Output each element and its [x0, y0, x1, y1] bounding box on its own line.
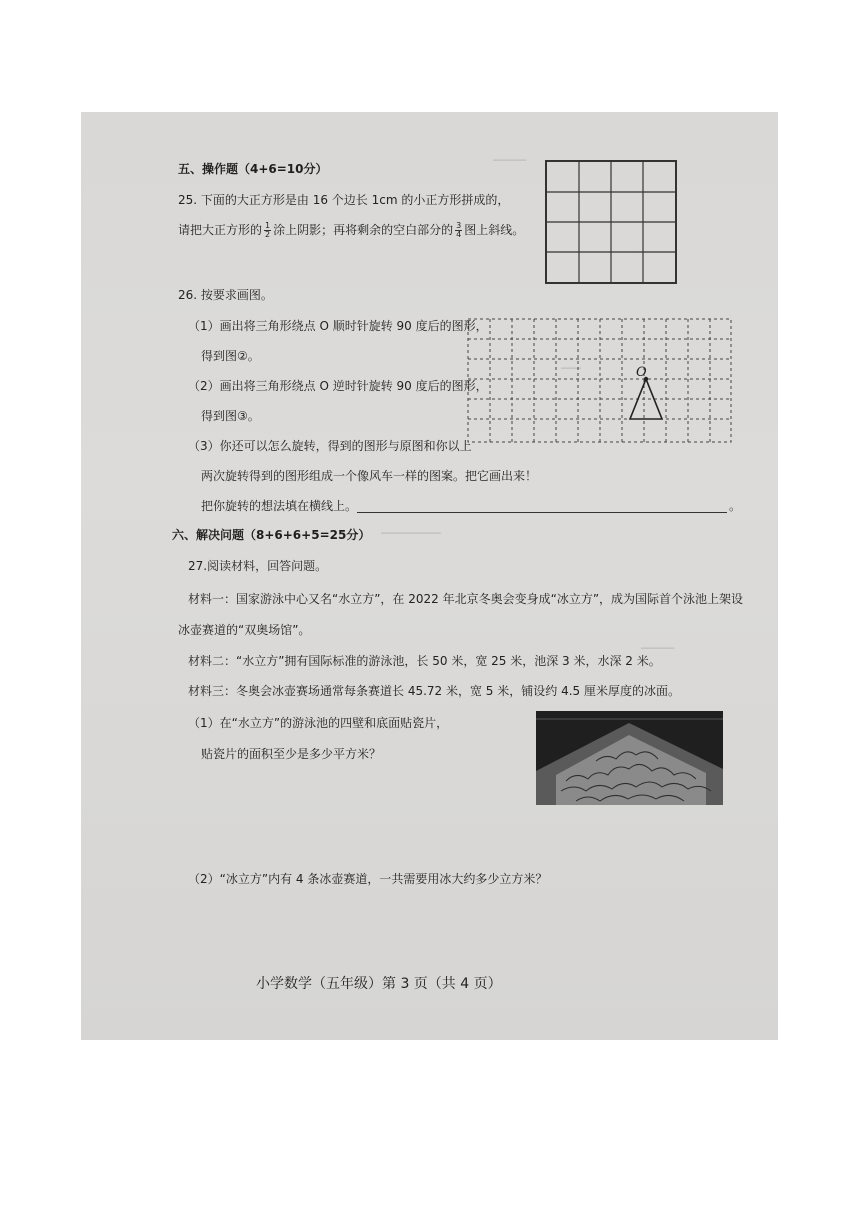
triangle-shape — [630, 379, 662, 419]
page-footer: 小学数学（五年级）第 3 页（共 4 页） — [256, 976, 502, 992]
q26-part3-line2: 两次旋转得到的图形组成一个像风车一样的图案。把它画出来！ — [201, 469, 538, 483]
q26-part1-result: 得到图②。 — [201, 349, 260, 363]
square-grid-4x4[interactable] — [545, 160, 677, 284]
section-title: 六、解决问题（8+6+6+5=25分） — [172, 528, 371, 542]
q25-text: 25. 下面的大正方形是由 16 个边长 1cm 的小正方形拼成的， — [178, 193, 510, 207]
bleed-through: ───────── — [381, 527, 441, 540]
bleed-through: ───── — [493, 154, 527, 167]
grid-lines — [547, 162, 675, 282]
answer-blank[interactable] — [357, 512, 727, 513]
q27-sub1: （1）在“水立方”的游泳池的四壁和底面贴瓷片， — [188, 716, 449, 730]
q26-part2-result: 得到图③。 — [201, 409, 260, 423]
q26-part2: （2）画出将三角形绕点 O 逆时针旋转 90 度后的图形， — [188, 379, 488, 393]
material-2: 材料二：“水立方”拥有国际标准的游泳池，长 50 米，宽 25 米，池深 3 米，水深 2 米。 — [188, 654, 661, 668]
q26-part3: （3）你还可以怎么旋转，得到的图形与原图和你以上 — [188, 439, 472, 453]
q26-title: 26. 按要求画图。 — [178, 288, 273, 302]
q27-title: 27.阅读材料，回答问题。 — [188, 559, 328, 573]
q27-sub1-question: 贴瓷片的面积至少是多少平方米？ — [201, 747, 382, 761]
bleed-through: ───── — [641, 642, 675, 655]
fraction-half: $\frac{1}{2}$ — [265, 221, 271, 239]
fraction-three-quarters: $\frac{3}{4}$ — [456, 221, 462, 239]
exam-page — [81, 112, 778, 1040]
q27-sub2: （2）“冰立方”内有 4 条冰壶赛道，一共需要用冰大约多少立方米？ — [188, 872, 548, 886]
period-mark: 。 — [729, 499, 742, 513]
q26-part1: （1）画出将三角形绕点 O 顺时针旋转 90 度后的图形， — [188, 319, 488, 333]
section-title: 五、操作题（4+6=10分） — [178, 162, 328, 176]
material-3: 材料三：冬奥会冰壶赛场通常每条赛道长 45.72 米，宽 5 米，铺设约 4.5 厘米厚度的冰面。 — [188, 684, 680, 698]
dashed-grid-with-triangle[interactable] — [467, 318, 732, 443]
q26-part3-line3: 把你旋转的想法填在横线上。 — [201, 499, 358, 513]
water-cube-image — [536, 711, 723, 805]
material-1: 材料一：国家游泳中心又名“水立方”，在 2022 年北京冬奥会变身成“冰立方”，成为国际首个泳池上架设 — [188, 592, 744, 606]
material-1-cont: 冰壶赛道的“双奥场馆”。 — [178, 623, 311, 637]
water-cube-photo — [536, 711, 723, 805]
bleed-through: ─── — [561, 362, 581, 375]
q25-instruction: 请把大正方形的 $\frac{1}{2}$ 涂上阴影；再将剩余的空白部分的 $\frac{3}{4}$ 图上斜线。 — [178, 221, 525, 239]
point-o-label: O — [636, 365, 647, 380]
